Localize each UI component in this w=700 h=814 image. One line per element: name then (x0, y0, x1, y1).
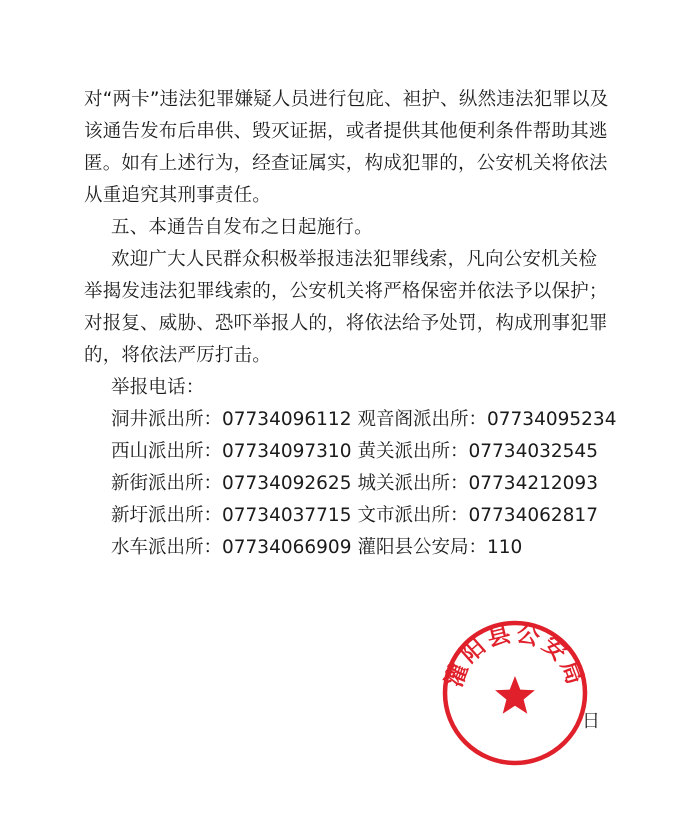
hotline-entry: 洞井派出所：07734096112 (111, 409, 352, 430)
hotline-entry: 水车派出所：07734066909 (111, 537, 352, 558)
seal-text: 灌阳县公安局 (441, 620, 589, 691)
hotline-row (84, 436, 624, 468)
hotline-entry: 文市派出所：07734062817 (357, 505, 598, 526)
hotline-entry: 观音阁派出所：07734095234 (357, 409, 617, 430)
hotline-list (84, 404, 624, 564)
paragraph-line: 从重追究其刑事责任。 (84, 185, 272, 206)
hotline-entry: 西山派出所：07734097310 (111, 441, 352, 462)
paragraph-line: 举揭发违法犯罪线索的，公安机关将严格保密并依法予以保护； (84, 281, 608, 302)
clause-five: 五、本通告自发布之日起施行。 (111, 217, 373, 238)
official-seal (440, 618, 590, 768)
hotline-entry: 新圩派出所：07734037715 (111, 505, 352, 526)
hotline-entry: 新街派出所：07734092625 (111, 473, 352, 494)
seal-star-icon (495, 676, 535, 714)
hotline-entry: 灌阳县公安局：110 (357, 537, 523, 558)
hotline-row (84, 468, 624, 500)
date-fragment: 日 (582, 711, 600, 732)
paragraph-line: 匿。如有上述行为，经查证属实，构成犯罪的，公安机关将依法 (84, 153, 608, 174)
hotline-row (84, 532, 624, 564)
paragraph-line: 该通告发布后串供、毁灭证据，或者提供其他便利条件帮助其逃 (84, 121, 608, 142)
paragraph-line: 对报复、威胁、恐吓举报人的，将依法给予处罚，构成刑事犯罪 (84, 313, 608, 334)
hotline-row (84, 500, 624, 532)
notice-body (84, 84, 624, 564)
hotline-entry: 城关派出所：07734212093 (357, 473, 598, 494)
paragraph-line: 欢迎广大人民群众积极举报违法犯罪线索，凡向公安机关检 (111, 249, 598, 270)
hotline-heading: 举报电话： (111, 377, 205, 398)
hotline-entry: 黄关派出所：07734032545 (357, 441, 598, 462)
hotline-row (84, 404, 624, 436)
paragraph-line: 对“两卡”违法犯罪嫌疑人员进行包庇、袒护、纵然违法犯罪以及 (84, 89, 609, 110)
paragraph-line: 的，将依法严厉打击。 (84, 345, 272, 366)
